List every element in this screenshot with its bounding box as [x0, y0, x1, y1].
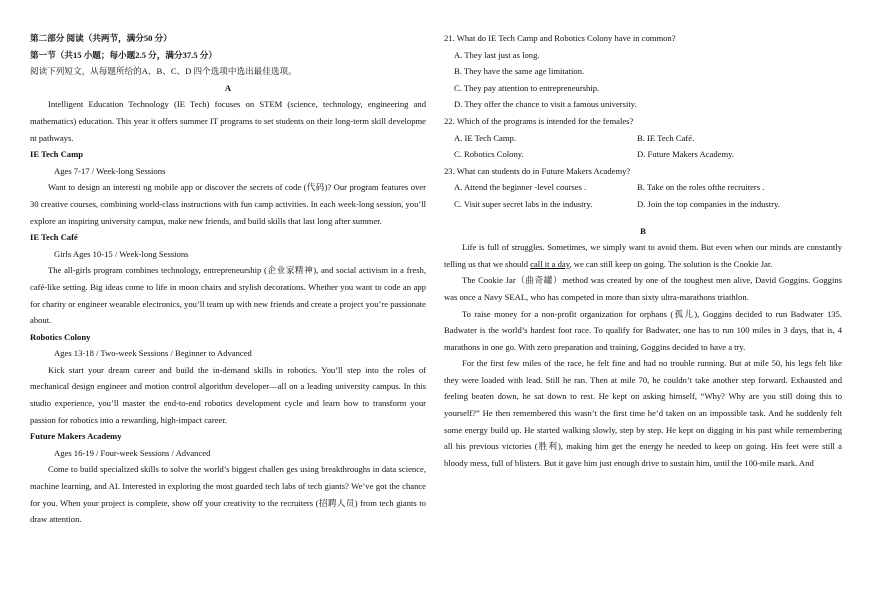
program-name: IE Tech Café	[30, 232, 78, 243]
program-meta: Girls Ages 10-15 / Week-long Sessions	[54, 248, 189, 259]
options-grid	[444, 179, 842, 212]
right-column	[444, 30, 842, 471]
answer-option: C. They pay attention to entrepreneurship.	[454, 82, 600, 93]
program-meta: Ages 13-18 / Two-week Sessions / Beginner to Advanced	[54, 348, 252, 359]
passage-a-letter: A	[224, 82, 232, 93]
program-meta: Ages 16-19 / Four-week Sessions / Advanced	[54, 447, 211, 458]
answer-option: A. They last just as long.	[454, 49, 540, 60]
program-meta: Ages 7-17 / Week-long Sessions	[54, 165, 166, 176]
passage-b-letter: B	[640, 225, 646, 236]
answer-option: B. They have the same age limitation.	[454, 66, 585, 77]
left-column	[30, 30, 426, 528]
subsection-title: 第一节（共15 小题；每小题2.5 分，满分37.5 分）	[30, 49, 217, 60]
underlined-phrase: call it a day	[530, 258, 570, 269]
instruction: 阅读下列短文，从每题所给的A、B、C、D 四个选项中选出最佳选项。	[30, 66, 297, 77]
question-stem: 22. Which of the programs is intended for the females?	[444, 115, 634, 126]
program-desc: Come to build specialized skills to solve the world’s biggest challen ges using breakthroughs in data science, machine learning, and AI. Interested in exploring the most guarded tech labs of tech giants? We’ve got the chance for you. When your project is complete, show off your creativity to the recruiters (招聘人员) from tech giants to draw attention.	[30, 464, 426, 525]
question-stem: 23. What can students do in Future Makers Academy?	[444, 165, 631, 176]
paragraph-text: Life is full of struggles. Sometimes, we simply want to avoid them. But even when our minds are constantly telling us that we should	[444, 242, 842, 269]
answer-option: B. Take on the roles ofthe recruiters .	[637, 182, 765, 193]
passage-b-paragraph-3: To raise money for a non-profit organization for orphans (孤儿), Goggins decided to run Badwater 135. Badwater is the world’s hardest foot race. To qualify for Badwater, one has to run 100 miles in 3 days, that is, 4 marathons in one go. With zero preparation and training, Goggins decided to have a try.	[444, 308, 842, 352]
answer-option: A. Attend the beginner -level courses .	[454, 182, 587, 193]
answer-option: D. Future Makers Academy.	[637, 149, 735, 160]
answer-option: D. They offer the chance to visit a famous university.	[454, 99, 637, 110]
paragraph-text: , we can still keep on going. The solution is the Cookie Jar.	[569, 258, 773, 269]
program-desc: The all-girls program combines technology, entrepreneurship (企业家精神), and social activism in a fresh, café-like setting. Big ideas come to life in moon chairs and stylish decorations. Whether you want to code an app for charity or engineer wearable electronics, you’ll team up with new friends and create a project you’re passionate about.	[30, 265, 426, 326]
program-desc: Want to design an interesti ng mobile app or discover the secrets of code (代码)? Our program features over 30 creative courses, combining world-class instructions with fun camp activities. In each week-long session, you’ll explore an inspiring university campus, make new friends, and build skills that last long after summer.	[30, 182, 426, 226]
program-name: Robotics Colony	[30, 331, 91, 342]
question-stem: 21. What do IE Tech Camp and Robotics Colony have in common?	[444, 33, 676, 43]
options-grid	[444, 130, 842, 163]
answer-option: A. IE Tech Camp.	[454, 132, 517, 143]
program-name: Future Makers Academy	[30, 431, 122, 442]
section-title: 第二部分 阅读（共两节，满分50 分）	[30, 33, 172, 43]
answer-option: D. Join the top companies in the industry.	[637, 198, 780, 209]
passage-a-intro: Intelligent Education Technology (IE Tech) focuses on STEM (science, technology, engineering and mathematics) education. This year it offers summer IT programs to set students on their long-term skill developme nt pathways.	[30, 99, 426, 143]
answer-option: C. Robotics Colony.	[454, 149, 524, 160]
passage-b-paragraph-2: The Cookie Jar（曲奇罐）method was created by one of the toughest men alive, David Goggins. Goggins was once a Navy SEAL, who has competed in more than sixty ultra-marathons triathlon.	[444, 275, 842, 302]
program-name: IE Tech Camp	[30, 149, 84, 160]
answer-option: C. Visit super secret labs in the industry.	[454, 198, 593, 209]
passage-b-paragraph-4: For the first few miles of the race, he felt fine and had no trouble running. But at mile 50, his legs felt like they were loaded with lead. Still he ran. Then at mile 70, he couldn’t take another step forward. Exhausted and feeling beaten down, he sat down to rest. He kept on asking himself, “Why? Why are you still doing this to yourself?” He then remembered this wasn’t the first time he’d taken on an impossible task. And he suddenly felt some energy build up. He started walking slowly, step by step. He kept on digging in his past while remembering all his previous victories (胜利), making him get the energy he needed to keep on going. His feet were still a bloody mess, full of blisters. But it gave him just enough drive to sustain him, until the 100-mile mark. And	[444, 358, 842, 468]
answer-option: B. IE Tech Café.	[637, 132, 695, 143]
program-desc: Kick start your dream career and build the in-demand skills in robotics. You’ll step into the roles of mechanical design engineer and motion control algorithm developer—all on a leading university campus. In this studio experience, you’ll master the end-to-end robotics development cycle and learn how to transform your passion for robotics into a rewarding, high-impact career.	[30, 364, 426, 425]
passage-b-paragraph-1	[444, 239, 842, 272]
